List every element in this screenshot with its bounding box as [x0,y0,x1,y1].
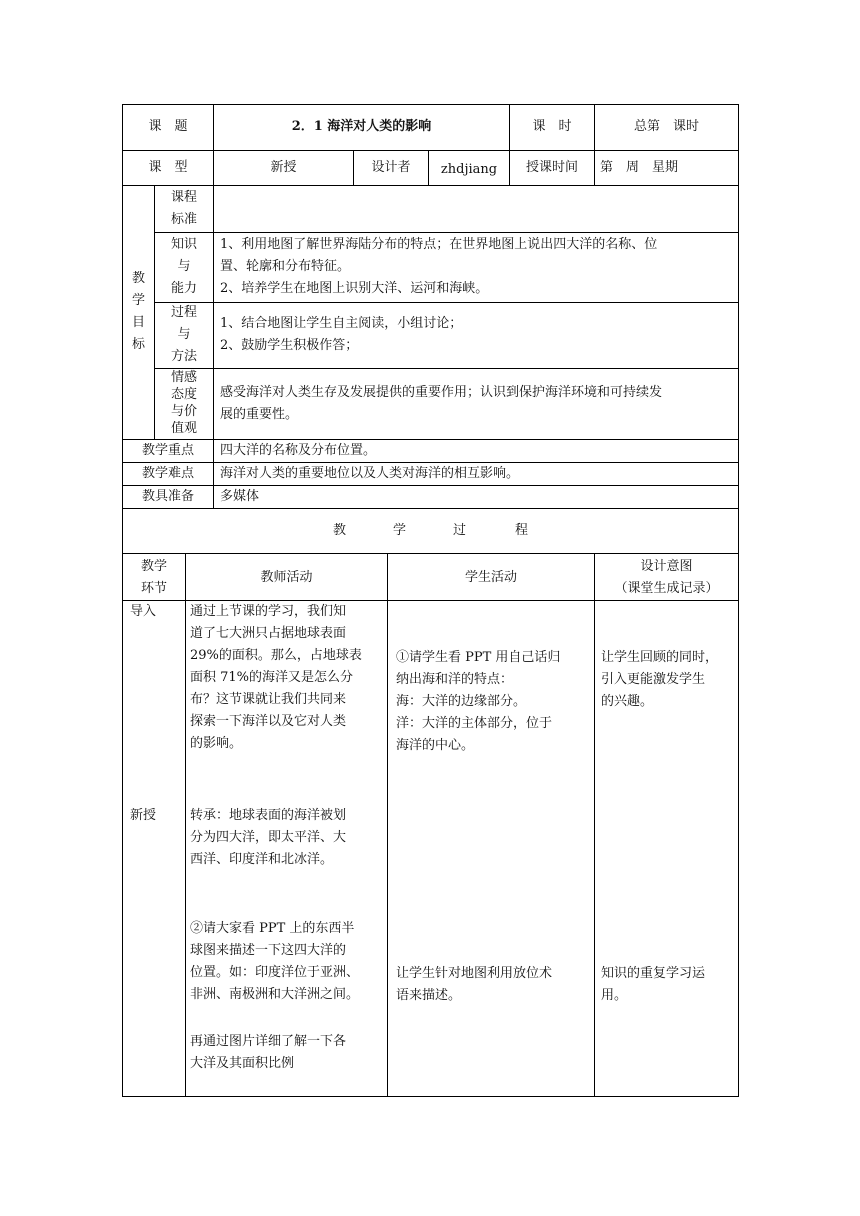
text-line: 大洋及其面积比例 [190,1056,295,1071]
text-line: 1、利用地图了解世界海陆分布的特点；在世界地图上说出四大洋的名称、位 [220,237,658,252]
title-char: 学 [393,523,407,538]
border-bottom [122,1096,739,1097]
emotion-label [155,369,213,437]
rule [154,302,739,303]
text-line: 西洋、印度洋和北冰洋。 [190,852,334,867]
period-label: 课 时 [532,119,572,134]
header-line: 设计意图 [640,559,693,574]
tools-label: 教具准备 [141,489,194,504]
stage-new: 新授 [130,808,157,823]
rule [154,368,739,369]
text-line: 布？这节课就让我们共同来 [190,692,347,707]
group-char: 标 [131,337,145,352]
key-points-text: 四大洋的名称及分布位置。 [220,443,377,458]
text-line: 展的重要性。 [220,407,299,422]
teacher-block-transition [190,805,386,871]
text-line: 感受海洋对人类生存及发展提供的重要作用；认识到保护海洋环境和可持续发 [220,385,663,400]
knowledge-text [220,234,736,300]
border-top [122,104,739,105]
teacher-block-detail [190,1031,386,1075]
text-line: 的影响。 [190,736,243,751]
text-line: 转承：地球表面的海洋被划 [190,808,347,823]
stage-header [123,556,185,600]
text-line: 让学生针对地图利用放位术 [396,966,553,981]
label-line: 方法 [170,349,197,364]
rule [122,553,739,554]
text-line: 球图来描述一下这四大洋的 [190,943,347,958]
text-line: 海：大洋的边缘部分。 [396,694,527,709]
header-line: 环节 [140,581,167,596]
text-line: ②请大家看 PPT 上的东西半 [190,921,355,936]
type-label: 课 型 [148,160,188,175]
rule [594,553,595,1097]
teacher-block-describe [190,918,386,1006]
text-line: 纳出海和洋的特点： [396,672,514,687]
text-line: 知识的重复学习运 [601,966,706,981]
title-char: 过 [453,523,467,538]
rule [122,508,739,509]
label-line: 与 [177,327,191,342]
process-label [155,302,213,368]
text-line: 语来描述。 [396,988,462,1003]
text-line: 海洋的中心。 [396,738,475,753]
text-line: 探索一下海洋以及它对人类 [190,714,347,729]
rule [122,185,739,186]
text-line: 的兴趣。 [601,694,654,709]
teacher-block-intro [190,601,386,755]
student-block-1 [396,647,592,757]
label-line: 值观 [170,421,197,436]
lesson-topic: 2．1 海洋对人类的影响 [291,119,432,134]
header-line: （课堂生成记录） [614,581,719,596]
label-line: 与价 [170,404,197,419]
designer-value: zhdjiang [440,162,498,177]
rule [185,553,186,1097]
text-line: 2、培养学生在地图上识别大洋、运河和海峡。 [220,281,489,296]
key-points-label: 教学重点 [141,443,194,458]
text-line: 位置。如：印度洋位于亚洲、 [190,965,360,980]
process-text [220,313,736,357]
difficulties-text: 海洋对人类的重要地位以及人类对海洋的相互影响。 [220,466,520,481]
period-value: 总第 课时 [633,119,699,134]
time-value: 第 周 星期 [600,160,679,175]
design-intent-header [595,556,738,600]
intent-block-1 [601,647,737,713]
text-line: 洋：大洋的主体部分，位于 [396,716,553,731]
text-line: 用。 [601,988,628,1003]
difficulties-label: 教学难点 [141,466,194,481]
text-line: 道了七大洲只占据地球表面 [190,626,347,641]
curriculum-label [155,187,213,231]
text-line: 通过上节课的学习，我们知 [190,604,347,619]
teacher-activity-header: 教师活动 [260,570,313,585]
text-line: 29%的面积。那么，占地球表 [190,648,362,663]
text-line: 面积 71%的海洋又是怎么分 [190,670,354,685]
text-line: 1、结合地图让学生自主阅读，小组讨论； [220,316,463,331]
group-char: 目 [131,315,145,330]
student-activity-header: 学生活动 [464,570,517,585]
emotion-text [220,382,736,426]
label-line: 能力 [170,281,197,296]
knowledge-label [155,234,213,300]
text-line: 2、鼓励学生积极作答； [220,338,359,353]
type-value: 新授 [270,160,297,175]
rule [154,232,739,233]
intent-block-2 [601,963,737,1007]
group-char: 学 [131,293,145,308]
objectives-group-label [123,268,154,356]
text-line: 非洲、南极洲和大洋洲之间。 [190,987,360,1002]
time-label: 授课时间 [525,160,578,175]
title-char: 教 [333,523,347,538]
rule [387,553,388,1097]
title-char: 程 [515,523,529,538]
tools-text: 多媒体 [220,489,260,504]
group-char: 教 [131,271,145,286]
text-line: 分为四大洋，即太平洋、大 [190,830,347,845]
text-line: 引入更能激发学生 [601,672,706,687]
stage-intro: 导入 [130,604,157,619]
text-line: 置、轮廓和分布特征。 [220,259,351,274]
header-line: 教学 [140,559,167,574]
label-line: 过程 [170,305,197,320]
label-line: 与 [177,259,191,274]
topic-label: 课 题 [148,119,188,134]
label-line: 情感 [170,370,197,385]
student-block-2 [396,963,592,1007]
label-line: 课程 [170,190,197,205]
designer-label: 设计者 [371,160,411,175]
rule [122,150,739,151]
rule [213,185,214,509]
text-line: 再通过图片详细了解一下各 [190,1034,347,1049]
label-line: 标准 [170,212,197,227]
text-line: ①请学生看 PPT 用自己话归 [396,650,561,665]
text-line: 让学生回顾的同时， [601,650,719,665]
label-line: 态度 [170,387,197,402]
label-line: 知识 [170,237,197,252]
